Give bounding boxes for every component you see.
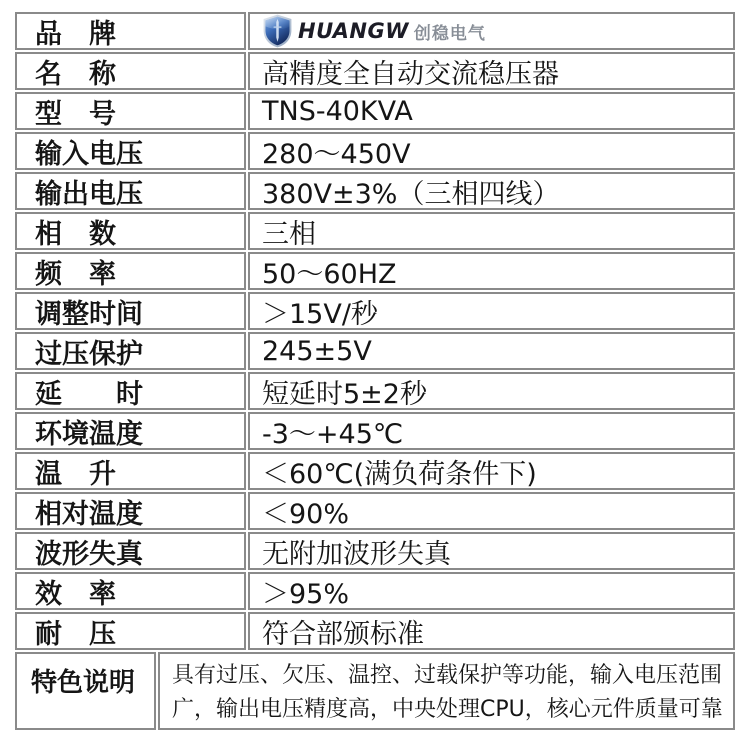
brand-logo [262, 14, 486, 48]
spec-value-brand [248, 12, 735, 50]
spec-value: 280～450V [248, 132, 735, 170]
spec-label: 型 号 [15, 92, 246, 130]
table-row-input-voltage [15, 132, 735, 170]
spec-label-features: 特色说明 [15, 652, 156, 730]
spec-label: 调整时间 [15, 292, 246, 330]
spec-value: 无附加波形失真 [248, 532, 735, 570]
table-row-frequency [15, 252, 735, 290]
spec-label: 环境温度 [15, 412, 246, 450]
spec-value: TNS-40KVA [248, 92, 735, 130]
brand-chinese-text: 创稳电气 [413, 23, 486, 44]
spec-value: 短延时5±2秒 [248, 372, 735, 410]
spec-value: -3～+45℃ [248, 412, 735, 450]
spec-label: 温 升 [15, 452, 246, 490]
spec-value: 245±5V [248, 332, 735, 370]
spec-label-brand: 品 牌 [15, 12, 246, 50]
spec-label: 输入电压 [15, 132, 246, 170]
spec-value: 符合部颁标准 [248, 612, 735, 650]
spec-value: ＜90% [248, 492, 735, 530]
table-row-name [15, 52, 735, 90]
spec-value: ＜60℃(满负荷条件下) [248, 452, 735, 490]
spec-value: ＞15V/秒 [248, 292, 735, 330]
spec-label: 相对温度 [15, 492, 246, 530]
table-row-delay [15, 372, 735, 410]
table-row-ambient-temp [15, 412, 735, 450]
spec-value: ＞95% [248, 572, 735, 610]
spec-label: 效 率 [15, 572, 246, 610]
spec-label: 波形失真 [15, 532, 246, 570]
table-row-relative-humidity [15, 492, 735, 530]
spec-label: 输出电压 [15, 172, 246, 210]
table-row-adjust-time [15, 292, 735, 330]
table-row-temp-rise [15, 452, 735, 490]
table-row-efficiency [15, 572, 735, 610]
table-row-waveform-distortion [15, 532, 735, 570]
table-row-brand [15, 12, 735, 50]
spec-value-features: 具有过压、欠压、温控、过载保护等功能，输入电压范围广，输出电压精度高，中央处理CPU，核心元件质量可靠 [158, 652, 735, 730]
table-row-withstand-voltage [15, 612, 735, 650]
table-row-model [15, 92, 735, 130]
table-row-output-voltage [15, 172, 735, 210]
spec-label: 频 率 [15, 252, 246, 290]
shield-sword-icon [262, 14, 293, 48]
table-row-features [15, 652, 735, 730]
spec-label: 耐 压 [15, 612, 246, 650]
spec-label: 过压保护 [15, 332, 246, 370]
spec-value: 三相 [248, 212, 735, 250]
spec-value: 高精度全自动交流稳压器 [248, 52, 735, 90]
table-row-phases [15, 212, 735, 250]
table-row-overvoltage-protection [15, 332, 735, 370]
spec-label: 名 称 [15, 52, 246, 90]
brand-name-text: HUANGW [298, 19, 409, 43]
spec-table [15, 12, 735, 730]
spec-label: 延 时 [15, 372, 246, 410]
spec-label: 相 数 [15, 212, 246, 250]
spec-value: 50～60HZ [248, 252, 735, 290]
spec-value: 380V±3%（三相四线） [248, 172, 735, 210]
